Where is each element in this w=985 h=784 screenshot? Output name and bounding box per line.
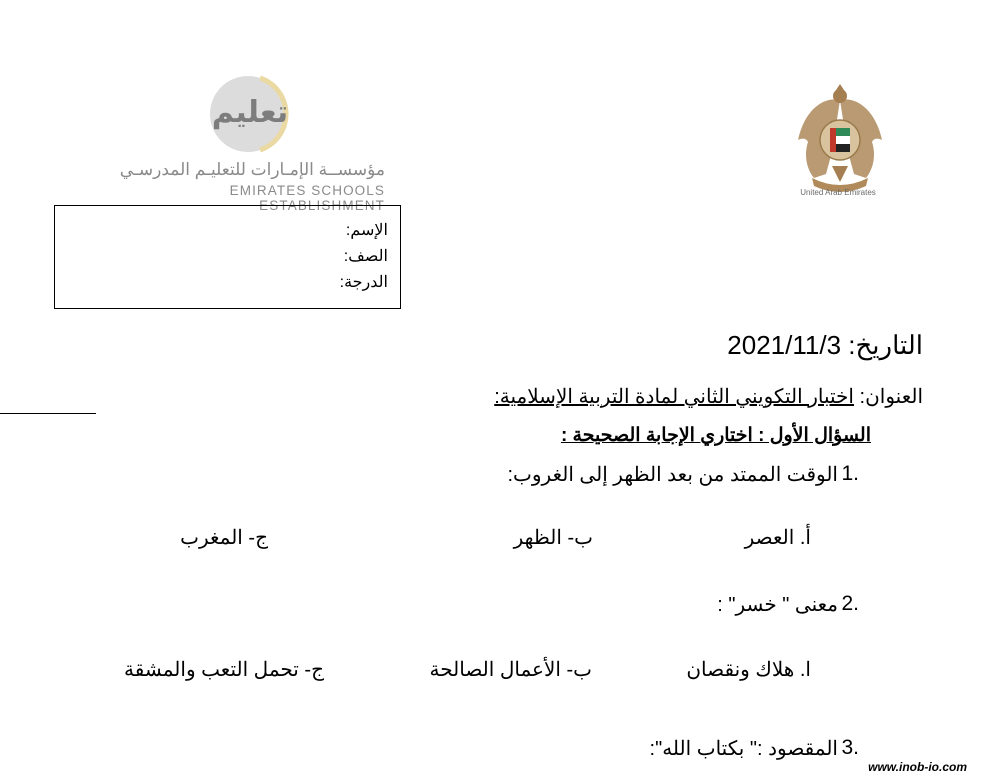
- date-line: [727, 330, 923, 361]
- question-2-text: معنى " خسر" :: [717, 594, 838, 616]
- question-3-text: المقصود :" بكتاب الله":: [649, 738, 838, 760]
- question-1-option-b[interactable]: ب- الظهر: [513, 527, 593, 549]
- class-label: الصف:: [343, 248, 388, 265]
- student-info-box: [54, 205, 401, 309]
- question-1-number: 1.: [841, 462, 859, 485]
- question-2: [717, 592, 838, 617]
- title-line: [494, 384, 923, 409]
- grade-label: الدرجة:: [339, 274, 388, 291]
- left-rule: [0, 413, 96, 414]
- question-1: [508, 462, 839, 487]
- question-1-option-c[interactable]: ج- المغرب: [180, 527, 268, 549]
- ese-english-name: EMIRATES SCHOOLS ESTABLISHMENT: [229, 183, 385, 213]
- watermark: www.inob-io.com: [868, 760, 967, 774]
- name-label: الإسم:: [345, 222, 388, 239]
- question-3-number: 3.: [841, 736, 859, 759]
- question-2-option-a[interactable]: ا. هلاك ونقصان: [686, 659, 811, 681]
- question-2-number: 2.: [841, 592, 859, 615]
- question-header: السؤال الأول : اختاري الإجابة الصحيحة :: [560, 425, 871, 446]
- question-1-text: الوقت الممتد من بعد الظهر إلى الغروب:: [507, 464, 838, 486]
- ese-arabic-name: مؤسســة الإمـارات للتعليـم المدرسـي: [119, 160, 385, 179]
- taleem-logo-icon: [200, 66, 298, 158]
- uae-emblem-icon: [792, 82, 888, 202]
- question-2-option-b[interactable]: ب- الأعمال الصالحة: [429, 659, 592, 681]
- title-label: العنوان:: [859, 386, 923, 408]
- question-2-option-c[interactable]: ج- تحمل التعب والمشقة: [124, 659, 324, 681]
- question-1-option-a[interactable]: أ. العصر: [744, 527, 811, 549]
- date-value: 2021/11/3: [727, 330, 842, 360]
- taleem-logo-word: تعليم: [211, 95, 289, 130]
- question-3: [650, 736, 838, 761]
- date-label: التاريخ:: [848, 330, 923, 360]
- title-text: اختبار التكويني الثاني لمادة التربية الإسلامية:: [494, 386, 854, 408]
- emblem-caption: United Arab Emirates: [800, 188, 876, 197]
